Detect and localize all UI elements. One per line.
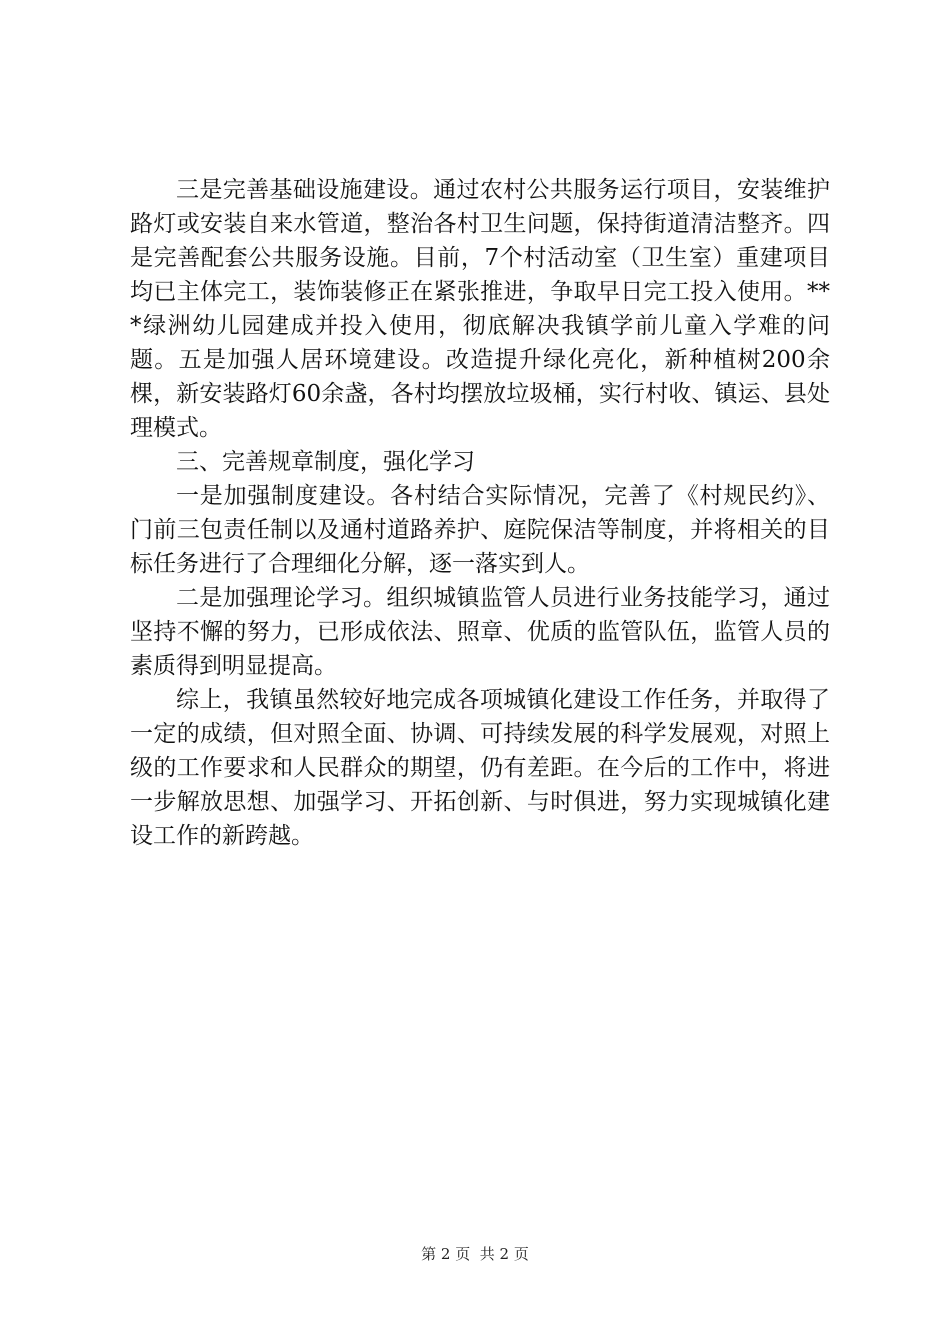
document-body bbox=[130, 173, 830, 853]
paragraph-theory-study: 二是加强理论学习。组织城镇监管人员进行业务技能学习，通过坚持不懈的努力，已形成依法、照章、优质的监管队伍，监管人员的素质得到明显提高。 bbox=[130, 585, 830, 679]
paragraph-system-building: 一是加强制度建设。各村结合实际情况，完善了《村规民约》、门前三包责任制以及通村道路养护、庭院保洁等制度，并将相关的目标任务进行了合理细化分解，逐一落实到人。 bbox=[130, 483, 830, 577]
paragraph-summary: 综上，我镇虽然较好地完成各项城镇化建设工作任务，并取得了一定的成绩，但对照全面、协调、可持续发展的科学发展观，对照上级的工作要求和人民群众的期望，仍有差距。在今后的工作中，将进一步解放思想、加强学习、开拓创新、与时俱进，努力实现城镇化建设工作的新跨越。 bbox=[130, 687, 830, 849]
page-footer bbox=[0, 1244, 950, 1264]
paragraph-infrastructure: 三是完善基础设施建设。通过农村公共服务运行项目，安装维护路灯或安装自来水管道，整治各村卫生问题，保持街道清洁整齐。四是完善配套公共服务设施。目前，7个村活动室（卫生室）重建项目均已主体完工，装饰装修正在紧张推进，争取早日完工投入使用。***绿洲幼儿园建成并投入使用，彻底解决我镇学前儿童入学难的问题。五是加强人居环境建设。改造提升绿化亮化，新种植树200余棵，新安装路灯60余盏，各村均摆放垃圾桶，实行村收、镇运、县处理模式。 bbox=[130, 177, 830, 441]
page-number-label: 第 2 页 共 2 页 bbox=[421, 1245, 529, 1263]
section-heading-regulations: 三、完善规章制度，强化学习 bbox=[176, 449, 475, 475]
